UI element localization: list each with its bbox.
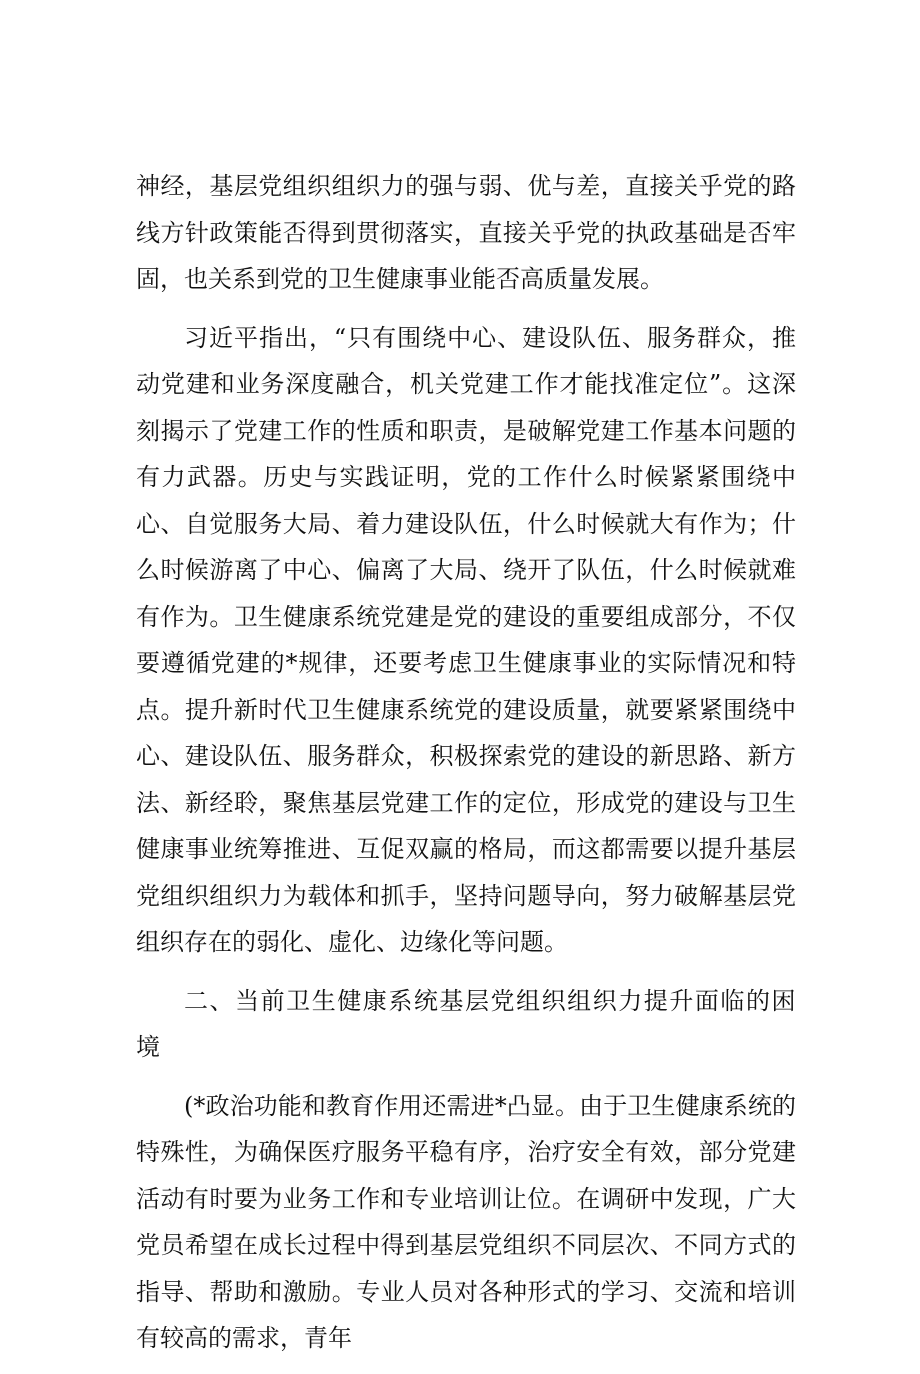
section-heading: 二、当前卫生健康系统基层党组织组织力提升面临的困境 [136, 986, 796, 1061]
paragraph-political-function: (*政治功能和教育作用还需进*凸显。由于卫生健康系统的特殊性，为确保医疗服务平稳有序，治疗安全有效，部分党建活动有时要为业务工作和专业培训让位。在调研中发现，广大党员希望在成长过程中得到基层党组织不同层次、不同方式的指导、帮助和激励。专业人员对各种形式的学习、交流和培训有较高的需求，青年 [136, 1091, 796, 1352]
paragraph-continuation: 神经，基层党组织组织力的强与弱、优与差，直接关乎党的路线方针政策能否得到贯彻落实，直接关乎党的执政基础是否牢固，也关系到党的卫生健康事业能否高质量发展。 [136, 172, 796, 293]
paragraph-party-building: 习近平指出，“只有围绕中心、建设队伍、服务群众，推动党建和业务深度融合，机关党建工作才能找准定位”。这深刻揭示了党建工作的性质和职责，是破解党建工作基本问题的有力武器。历史与实践证明，党的工作什么时候紧紧围绕中心、自觉服务大局、着力建设队伍，什么时候就大有作为；什么时候游离了中心、偏离了大局、绕开了队伍，什么时候就难有作为。卫生健康系统党建是党的建设的重要组成部分，不仅要遵循党建的*规律，还要考虑卫生健康事业的实际情况和特点。提升新时代卫生健康系统党的建设质量，就要紧紧围绕中心、建设队伍、服务群众，积极探索党的建设的新思路、新方法、新经聆，聚焦基层党建工作的定位，形成党的建设与卫生健康事业统筹推进、互促双赢的格局，而这都需要以提升基层党组织组织力为载体和抓手，坚持问题导向，努力破解基层党组织存在的弱化、虚化、边缘化等问题。 [136, 323, 796, 956]
document-body [136, 163, 796, 1374]
